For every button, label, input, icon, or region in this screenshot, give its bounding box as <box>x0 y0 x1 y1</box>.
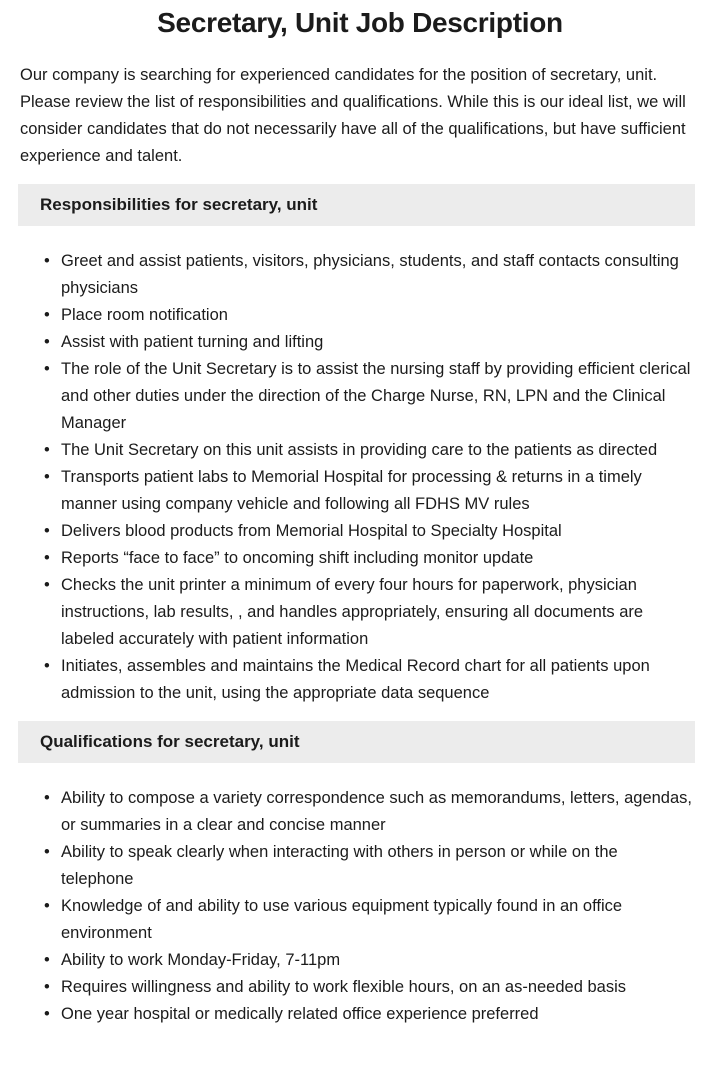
section-heading: Responsibilities for secretary, unit <box>18 184 695 226</box>
list-item: • Knowledge of and ability to use various equipment typically found in an office environment <box>61 893 694 947</box>
list-item: • Greet and assist patients, visitors, physicians, students, and staff contacts consulting physicians <box>61 248 694 302</box>
intro-paragraph: Our company is searching for experienced candidates for the position of secretary, unit. Please review the list of responsibilities and qualifications. While this is our ideal list, we will consider candidates that do not necessarily have all of the qualifications, but have sufficient experience and talent. <box>20 66 686 165</box>
list-item: • Ability to work Monday-Friday, 7-11pm <box>61 947 694 974</box>
list-item: • One year hospital or medically related office experience preferred <box>61 1001 694 1028</box>
list-item: • Checks the unit printer a minimum of every four hours for paperwork, physician instructions, lab results, , and handles appropriately, ensuring all documents are labeled accurately with patient information <box>61 572 694 653</box>
list-item: • Ability to compose a variety correspondence such as memorandums, letters, agendas, or summaries in a clear and concise manner <box>61 785 694 839</box>
list-item: • Ability to speak clearly when interacting with others in person or while on the telephone <box>61 839 694 893</box>
list-item: • Reports “face to face” to oncoming shift including monitor update <box>61 545 694 572</box>
list-item: • Place room notification <box>61 302 694 329</box>
list-item: • Transports patient labs to Memorial Hospital for processing & returns in a timely manner using company vehicle and following all FDHS MV rules <box>61 464 694 518</box>
sections-container <box>0 184 720 1028</box>
section-heading: Qualifications for secretary, unit <box>18 721 695 763</box>
list-item: • Requires willingness and ability to work flexible hours, on an as-needed basis <box>61 974 694 1001</box>
bullet-list <box>0 785 720 1028</box>
list-item: • Initiates, assembles and maintains the Medical Record chart for all patients upon admission to the unit, using the appropriate data sequence <box>61 653 694 707</box>
job-description-document <box>0 6 720 1090</box>
list-item: • The role of the Unit Secretary is to assist the nursing staff by providing efficient clerical and other duties under the direction of the Charge Nurse, RN, LPN and the Clinical Manager <box>61 356 694 437</box>
list-item: • Delivers blood products from Memorial Hospital to Specialty Hospital <box>61 518 694 545</box>
list-item: • The Unit Secretary on this unit assists in providing care to the patients as directed <box>61 437 694 464</box>
list-item: • Assist with patient turning and lifting <box>61 329 694 356</box>
page-title: Secretary, Unit Job Description <box>157 7 563 38</box>
bullet-list <box>0 248 720 707</box>
